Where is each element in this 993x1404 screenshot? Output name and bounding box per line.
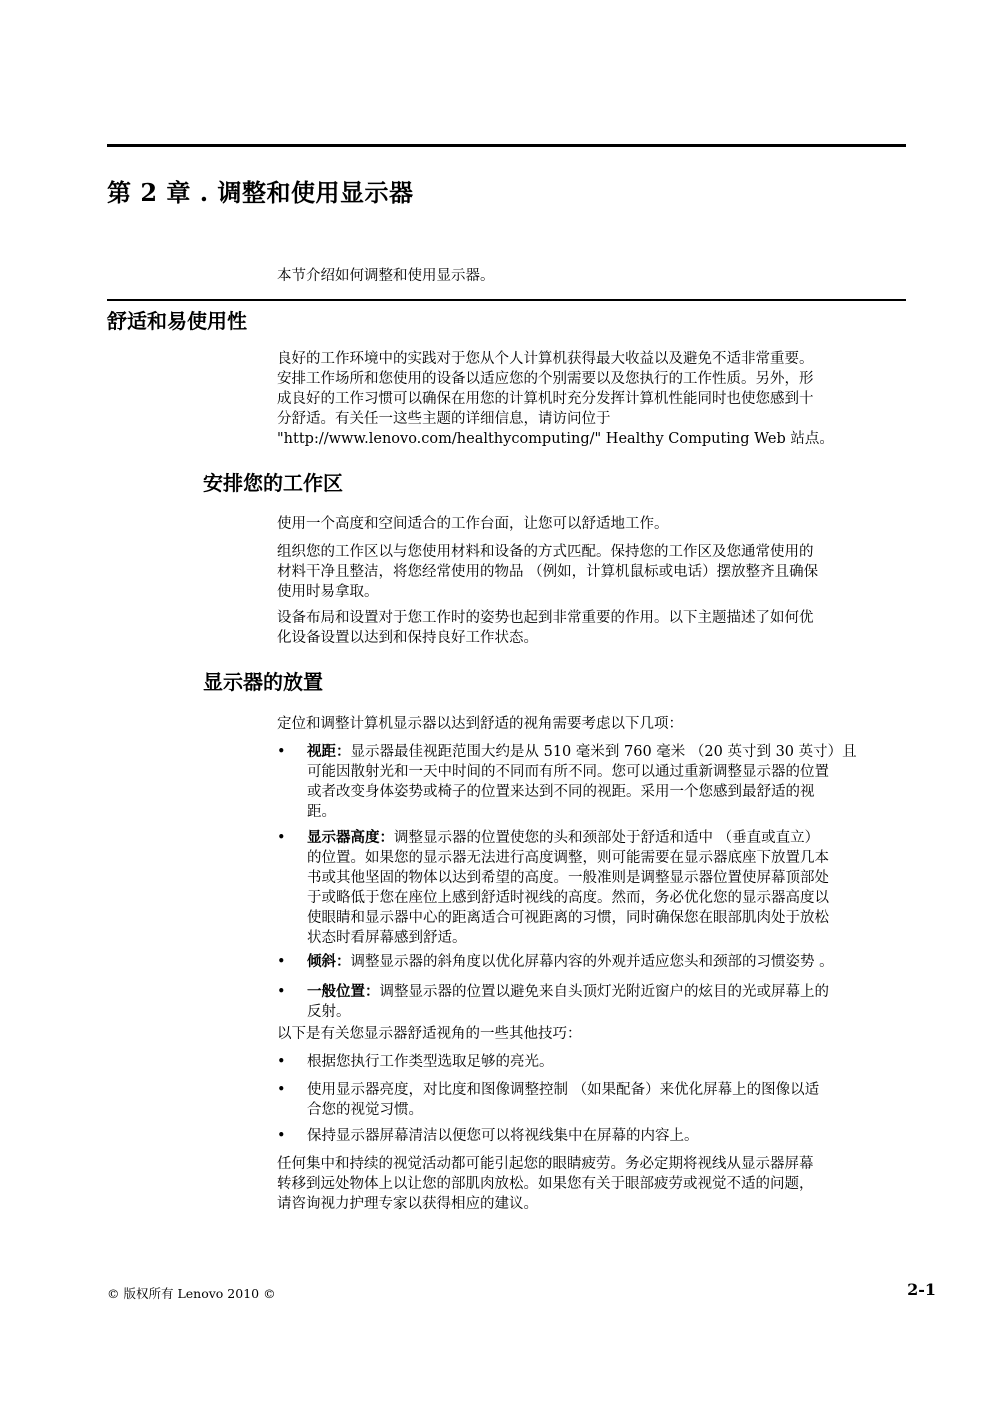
para-line: 良好的工作环境中的实践对于您从个人计算机获得最大收益以及避免不适非常重要。	[277, 351, 814, 367]
workarea-paragraph-2	[277, 542, 905, 602]
para-line: 转移到远处物体上以让您的部肌肉放松。如果您有关于眼部疲劳或视觉不适的问题，	[277, 1176, 814, 1192]
bullet-text: 于或略低于您在座位上感到舒适时视线的高度。然而，务必优化您的显示器高度以	[307, 890, 829, 906]
para-line: 材料干净且整洁，将您经常使用的物品 （例如，计算机鼠标或电话）摆放整齐且确保	[277, 564, 819, 580]
bullet-text: 书或其他坚固的物体以达到希望的高度。一般准则是调整显示器位置使屏幕顶部处	[307, 870, 829, 886]
bullet-text: 状态时看屏幕感到舒适。	[307, 930, 467, 946]
bullet-mark: •	[277, 1082, 286, 1098]
bullet-text: 或者改变身体姿势或椅子的位置来达到不同的视距。采用一个您感到最舒适的视	[307, 784, 815, 800]
closing-paragraph	[277, 1154, 905, 1214]
section-heading-comfort: 舒适和易使用性	[107, 309, 247, 333]
section-paragraph	[277, 349, 905, 449]
bullet-text: 根据您执行工作类型选取足够的亮光。	[307, 1054, 554, 1070]
bullet-text: 的位置。如果您的显示器无法进行高度调整，则可能需要在显示器底座下放置几本	[307, 850, 829, 866]
bullet-text: 使眼睛和显示器中心的距离适合可视距离的习惯，同时确保您在眼部肌肉处于放松	[307, 910, 829, 926]
bullet-text: 保持显示器屏幕清洁以便您可以将视线集中在屏幕的内容上。	[307, 1128, 699, 1144]
bullet-text: 可能因散射光和一天中时间的不同而有所不同。您可以通过重新调整显示器的位置	[307, 764, 829, 780]
bullet-text: 调整显示器的位置以避免来自头顶灯光附近窗户的炫目的光或屏幕上的	[379, 984, 829, 1000]
placement-intro	[277, 714, 905, 734]
bullet-label: 倾斜：	[307, 953, 351, 970]
section-rule	[107, 299, 906, 301]
para-line: 组织您的工作区以与您使用材料和设备的方式匹配。保持您的工作区及您通常使用的	[277, 544, 814, 560]
footer-copyright: © 版权所有 Lenovo 2010 ©	[107, 1286, 276, 1301]
para-line: 分舒适。有关任一这些主题的详细信息，请访问位于	[277, 411, 611, 427]
bullet-mark: •	[277, 954, 286, 970]
para-line: 设备布局和设置对于您工作时的姿势也起到非常重要的作用。以下主题描述了如何优	[277, 610, 814, 626]
workarea-paragraph-3	[277, 608, 905, 648]
bullet-mark: •	[277, 984, 286, 1000]
bullet-text: 调整显示器的斜角度以优化屏幕内容的外观并适应您头和颈部的习惯姿势 。	[350, 954, 834, 970]
para-line: 安排工作场所和您使用的设备以适应您的个别需要以及您执行的工作性质。另外，形	[277, 371, 814, 387]
tips-intro	[277, 1024, 905, 1044]
chapter-top-rule	[107, 144, 906, 147]
bullet-label: 显示器高度：	[307, 829, 394, 846]
workarea-paragraph-1	[277, 514, 905, 534]
bullet-mark: •	[277, 744, 286, 760]
subheading-workarea: 安排您的工作区	[203, 471, 343, 495]
chapter-intro: 本节介绍如何调整和使用显示器。	[277, 268, 495, 284]
bullet-text: 距。	[307, 804, 336, 820]
para-line: 化设备设置以达到和保持良好工作状态。	[277, 630, 538, 646]
bullet-label: 一般位置：	[307, 983, 380, 1000]
bullet-text: 显示器最佳视距范围大约是从 510 毫米到 760 毫米 （20 英寸到 30 英寸）且	[350, 744, 857, 760]
bullet-text: 合您的视觉习惯。	[307, 1102, 423, 1118]
para-line: 使用时易拿取。	[277, 584, 379, 600]
bullet-text: 使用显示器亮度，对比度和图像调整控制 （如果配备）来优化屏幕上的图像以适	[307, 1082, 820, 1098]
para-line: 成良好的工作习惯可以确保在用您的计算机时充分发挥计算机性能同时也使您感到十	[277, 391, 814, 407]
bullet-mark: •	[277, 1054, 286, 1070]
subheading-monitor-placement: 显示器的放置	[203, 670, 323, 694]
bullet-text: 反射。	[307, 1004, 351, 1020]
page-number: 2-1	[907, 1280, 936, 1299]
bullet-text: 调整显示器的位置使您的头和颈部处于舒适和适中 （垂直或直立）	[394, 830, 820, 846]
bullet-mark: •	[277, 1128, 286, 1144]
para-line: 使用一个高度和空间适合的工作台面，让您可以舒适地工作。	[277, 516, 669, 532]
bullet-mark: •	[277, 830, 286, 846]
para-line: 定位和调整计算机显示器以达到舒适的视角需要考虑以下几项：	[277, 716, 683, 732]
bullet-label: 视距：	[307, 743, 351, 760]
para-line: "http://www.lenovo.com/healthycomputing/" Healthy Computing Web 站点。	[277, 431, 834, 447]
para-line: 以下是有关您显示器舒适视角的一些其他技巧：	[277, 1026, 582, 1042]
chapter-title: 第 2 章 . 调整和使用显示器	[107, 178, 414, 207]
para-line: 请咨询视力护理专家以获得相应的建议。	[277, 1196, 538, 1212]
para-line: 任何集中和持续的视觉活动都可能引起您的眼睛疲劳。务必定期将视线从显示器屏幕	[277, 1156, 814, 1172]
